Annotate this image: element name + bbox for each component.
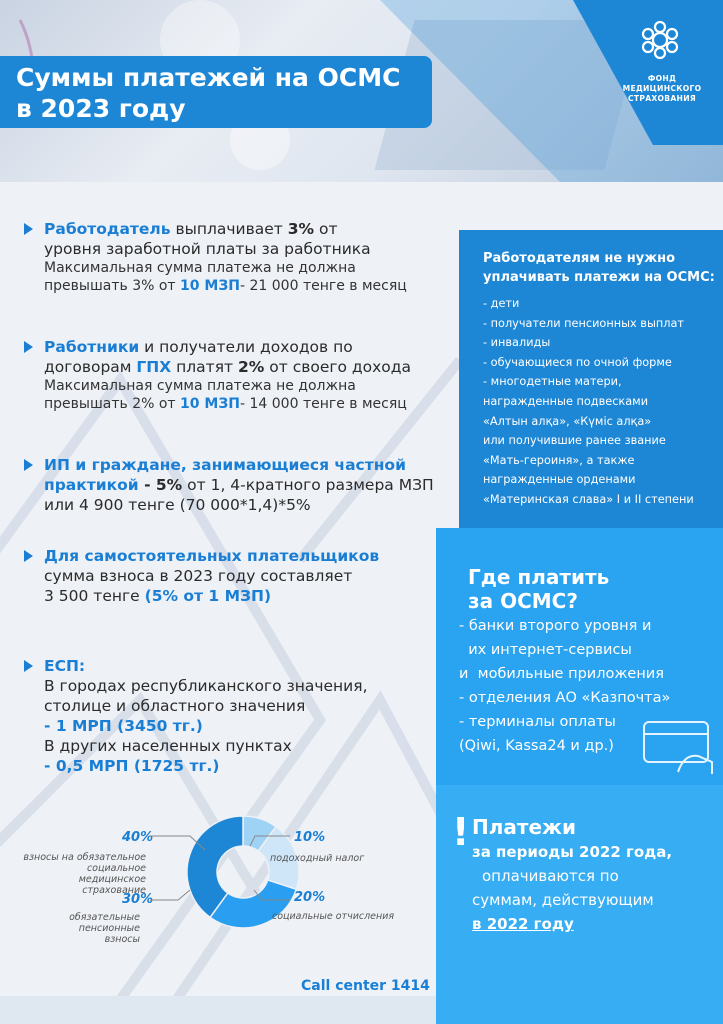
list-item: (Qiwi, Kassa24 и др.) — [459, 738, 614, 754]
chart-leader-lines — [150, 830, 300, 930]
item-ip: ИП и граждане, занимающиеся частной практикой - 5% от 1, 4-кратного размера МЗП или 4 900 тенге (70 000*1,4)*5% — [24, 455, 434, 515]
list-item: их интернет-сервисы — [459, 642, 632, 658]
payments-title: Платежи — [472, 815, 576, 839]
list-item: - многодетные матери, — [483, 375, 622, 389]
list-item: «Материнская слава» I и II степени — [483, 492, 694, 506]
list-item: - дети — [483, 297, 520, 310]
pct-label-pension: 30% — [122, 892, 154, 907]
logo-text: ФОНД МЕДИЦИНСКОГО СТРАХОВАНИЯ — [622, 74, 702, 103]
payments-text: за периоды 2022 года, оплачиваются по суммам, действующим в 2022 году — [472, 843, 673, 933]
pct-label-income-tax: 10% — [294, 830, 326, 845]
list-item: - банки второго уровня и — [459, 618, 652, 634]
list-item: «Алтын алқа», «Күміс алқа» — [483, 414, 652, 428]
legend-social: социальные отчисления — [272, 911, 395, 922]
where-title: Где платить за ОСМС? — [468, 565, 610, 613]
legend-osms: взносы на обязательное социальное медицинское страхование — [23, 852, 146, 896]
item-self-employed: Для самостоятельных плательщиков сумма взноса в 2023 году составляет 3 500 тенге (5% от 1 МЗП) — [24, 546, 379, 606]
page-title — [0, 56, 432, 128]
title-line-2: в 2023 году — [16, 94, 186, 123]
list-item: - отделения АО «Казпочта» — [459, 690, 671, 706]
list-item: и мобильные приложения — [459, 666, 664, 682]
list-item: «Мать-героиня», а также — [483, 453, 635, 467]
item-workers: Работники и получатели доходов по договорам ГПХ платят 2% от своего дохода Максимальная сумма платежа не должна превышать 2% от 10 МЗП- 14 000 тенге в месяц — [24, 337, 411, 413]
item-esp: ЕСП: В городах республиканского значения, столице и областного значения - 1 МРП (3450 тг.) В других населенных пунктах - 0,5 МРП (1725 тг.) — [24, 656, 368, 776]
legend-income-tax: подоходный налог — [270, 853, 365, 864]
exempt-title: Работодателям не нужно уплачивать платежи на ОСМС: — [483, 251, 715, 285]
list-item: или получившие ранее звание — [483, 434, 666, 448]
list-item: - получатели пенсионных выплат — [483, 316, 684, 330]
exclamation-icon: ! — [452, 810, 470, 854]
call-center: Call center 1414 — [301, 978, 430, 994]
bullet-triangle-icon — [24, 341, 33, 353]
title-line-1: Суммы платежей на ОСМС — [16, 63, 401, 92]
fund-logo — [573, 0, 723, 145]
legend-pension: обязательные пенсионные взносы — [69, 912, 140, 945]
pct-label-social: 20% — [294, 890, 326, 905]
exempt-list — [483, 294, 718, 510]
list-item: - терминалы оплаты — [459, 714, 616, 730]
list-item: награжденные орденами — [483, 473, 636, 487]
pct-label-osms: 40% — [122, 830, 154, 845]
item-employer: Работодатель выплачивает 3% от уровня заработной платы за работника Максимальная сумма платежа не должна превышать 3% от 10 МЗП- 21 000 тенге в месяц — [24, 219, 407, 295]
list-item: - обучающиеся по очной форме — [483, 355, 672, 369]
list-item: - инвалиды — [483, 336, 551, 350]
bullet-triangle-icon — [24, 660, 33, 672]
card-payment-icon — [640, 718, 716, 776]
list-item: награжденные подвесками — [483, 394, 649, 408]
bullet-triangle-icon — [24, 223, 33, 235]
bullet-triangle-icon — [24, 459, 33, 471]
footer-bar — [0, 996, 436, 1024]
bullet-triangle-icon — [24, 550, 33, 562]
where-list — [459, 614, 670, 758]
